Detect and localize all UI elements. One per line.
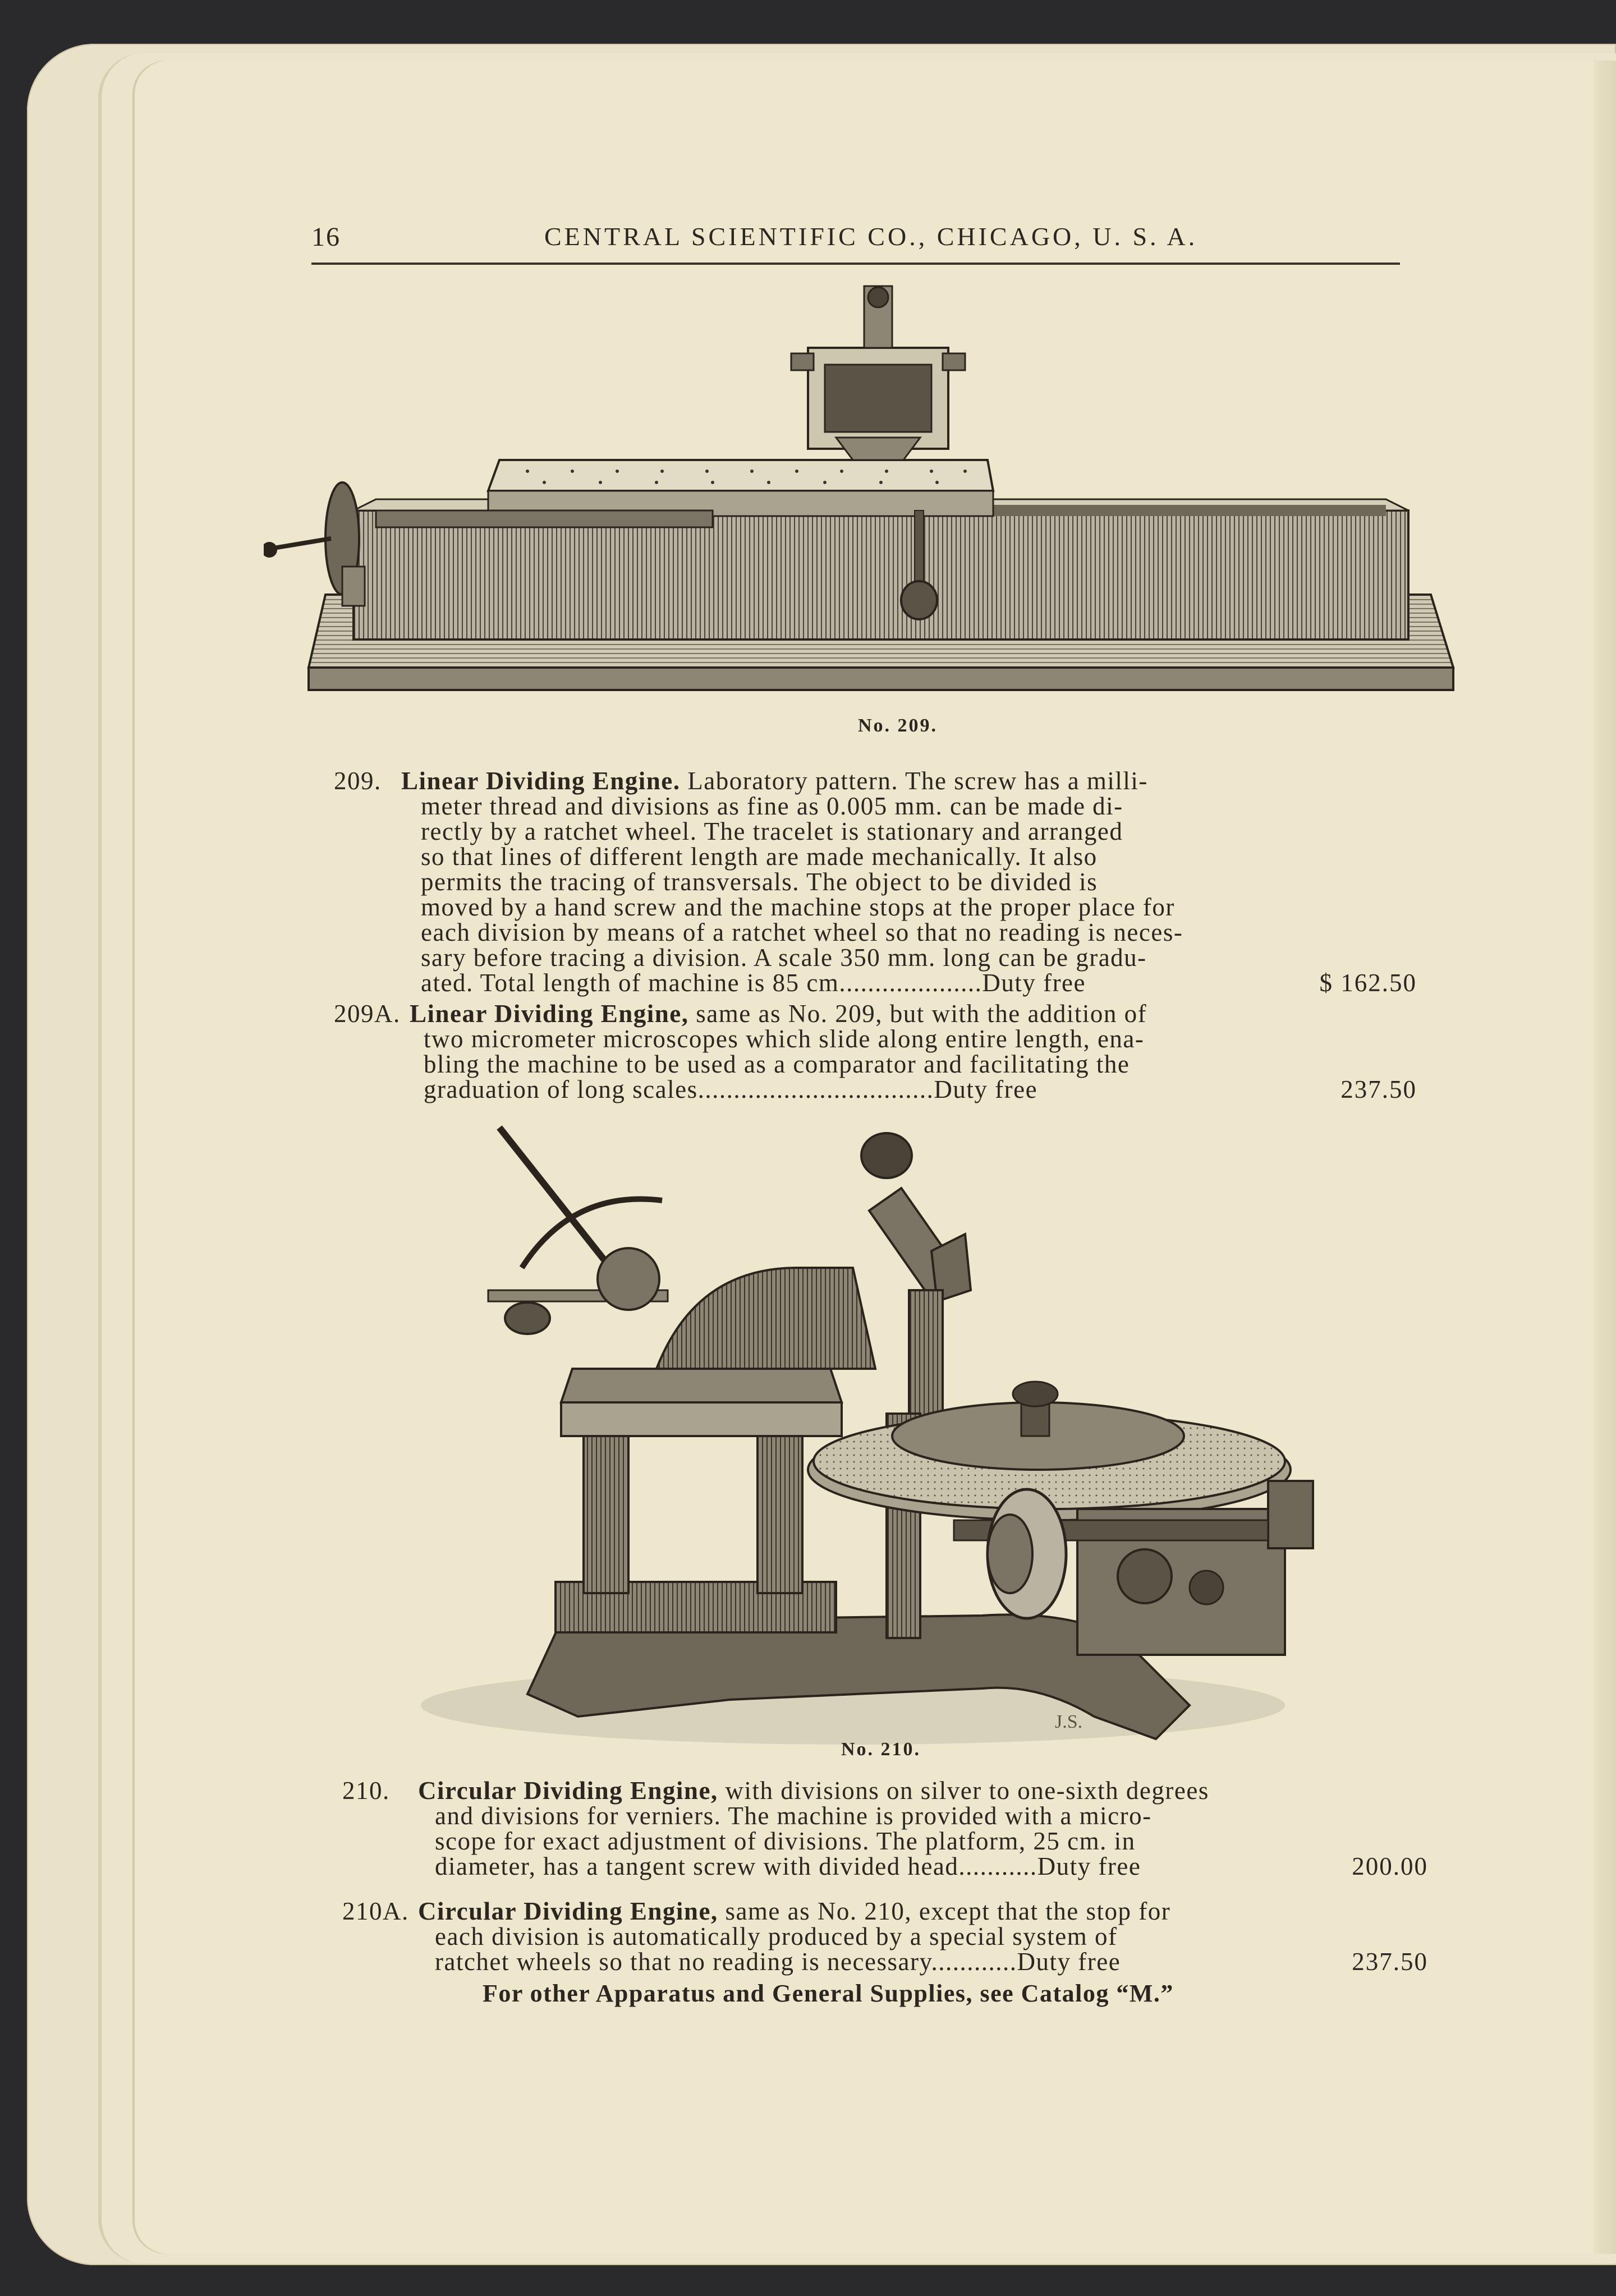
- entry-line: with divisions on silver to one-sixth degrees: [725, 1777, 1209, 1805]
- entry-description: [401, 769, 1293, 996]
- entry-title: Linear Dividing Engine.: [401, 767, 681, 795]
- entry-line: diameter, has a tangent screw with divided head...........Duty free: [435, 1852, 1141, 1880]
- entry-line: ratchet wheels so that no reading is necessary............Duty free: [435, 1948, 1121, 1976]
- catalog-entry-210: [342, 1778, 1428, 1885]
- catalog-entry-209: [334, 769, 1417, 999]
- entry-line: Laboratory pattern. The screw has a milli-: [687, 767, 1148, 795]
- entry-number: 210.: [342, 1777, 390, 1805]
- entry-title: Circular Dividing Engine,: [418, 1777, 718, 1805]
- header-rule: [311, 263, 1400, 265]
- entry-line: each division is automatically produced by a special system of: [435, 1922, 1118, 1950]
- figure-caption-209: No. 209.: [857, 715, 938, 736]
- entry-line: meter thread and divisions as fine as 0.005 mm. can be made di-: [421, 792, 1123, 820]
- entry-line: graduation of long scales.................................Duty free: [424, 1075, 1038, 1103]
- page-number: 16: [311, 222, 341, 252]
- entry-line: permits the tracing of transversals. The object to be divided is: [421, 868, 1098, 896]
- entry-number: 209A.: [334, 1000, 401, 1028]
- entry-first-line: [418, 1899, 1310, 1924]
- entry-line: rectly by a ratchet wheel. The tracelet is stationary and arranged: [421, 817, 1123, 845]
- entry-title: Linear Dividing Engine,: [410, 1000, 689, 1028]
- entry-price: 237.50: [1352, 1948, 1428, 1976]
- entry-line: moved by a hand screw and the machine stops at the proper place for: [421, 893, 1175, 921]
- entry-line: ated. Total length of machine is 85 cm....................Duty free: [421, 969, 1086, 997]
- entry-line: each division by means of a ratchet wheel so that no reading is neces-: [421, 918, 1183, 946]
- entry-line: scope for exact adjustment of divisions. The platform, 25 cm. in: [435, 1827, 1136, 1855]
- figure-caption-210: No. 210.: [841, 1739, 921, 1760]
- entry-line: same as No. 210, except that the stop for: [725, 1897, 1171, 1925]
- entry-line: sary before tracing a division. A scale 350 mm. long can be gradu-: [421, 944, 1147, 972]
- entry-description: [410, 1001, 1296, 1102]
- engraver-mark: J.S.: [1055, 1711, 1083, 1732]
- entry-description: [418, 1778, 1310, 1879]
- catalog-entry-210a: [342, 1899, 1428, 1980]
- entry-price: $ 162.50: [1319, 969, 1417, 997]
- entry-number: 210A.: [342, 1897, 409, 1925]
- entry-price: 200.00: [1352, 1852, 1428, 1880]
- running-head: CENTRAL SCIENTIFIC CO., CHICAGO, U. S. A.: [544, 222, 1198, 251]
- page-header: [311, 222, 1400, 266]
- entry-line: two micrometer microscopes which slide along entire length, ena-: [424, 1025, 1145, 1053]
- entry-number: 209.: [334, 767, 382, 795]
- entry-line: bling the machine to be used as a comparator and facilitating the: [424, 1050, 1130, 1078]
- entry-first-line: [418, 1778, 1310, 1803]
- entry-first-line: [410, 1001, 1296, 1027]
- catalog-reference-note: For other Apparatus and General Supplies, see Catalog “M.”: [483, 1980, 1174, 2007]
- entry-price: 237.50: [1340, 1075, 1417, 1103]
- entry-title: Circular Dividing Engine,: [418, 1897, 718, 1925]
- entry-line: and divisions for verniers. The machine is provided with a micro-: [435, 1802, 1152, 1830]
- entry-description: [418, 1899, 1310, 1975]
- circular-dividing-engine-illustration: [393, 1122, 1319, 1767]
- entry-line: so that lines of different length are made mechanically. It also: [421, 843, 1098, 871]
- page-edge: [1594, 61, 1616, 2254]
- linear-dividing-engine-illustration: [264, 275, 1470, 740]
- catalog-entry-209a: [334, 1001, 1417, 1108]
- entry-line: same as No. 209, but with the addition of: [696, 1000, 1147, 1028]
- entry-first-line: [401, 769, 1293, 794]
